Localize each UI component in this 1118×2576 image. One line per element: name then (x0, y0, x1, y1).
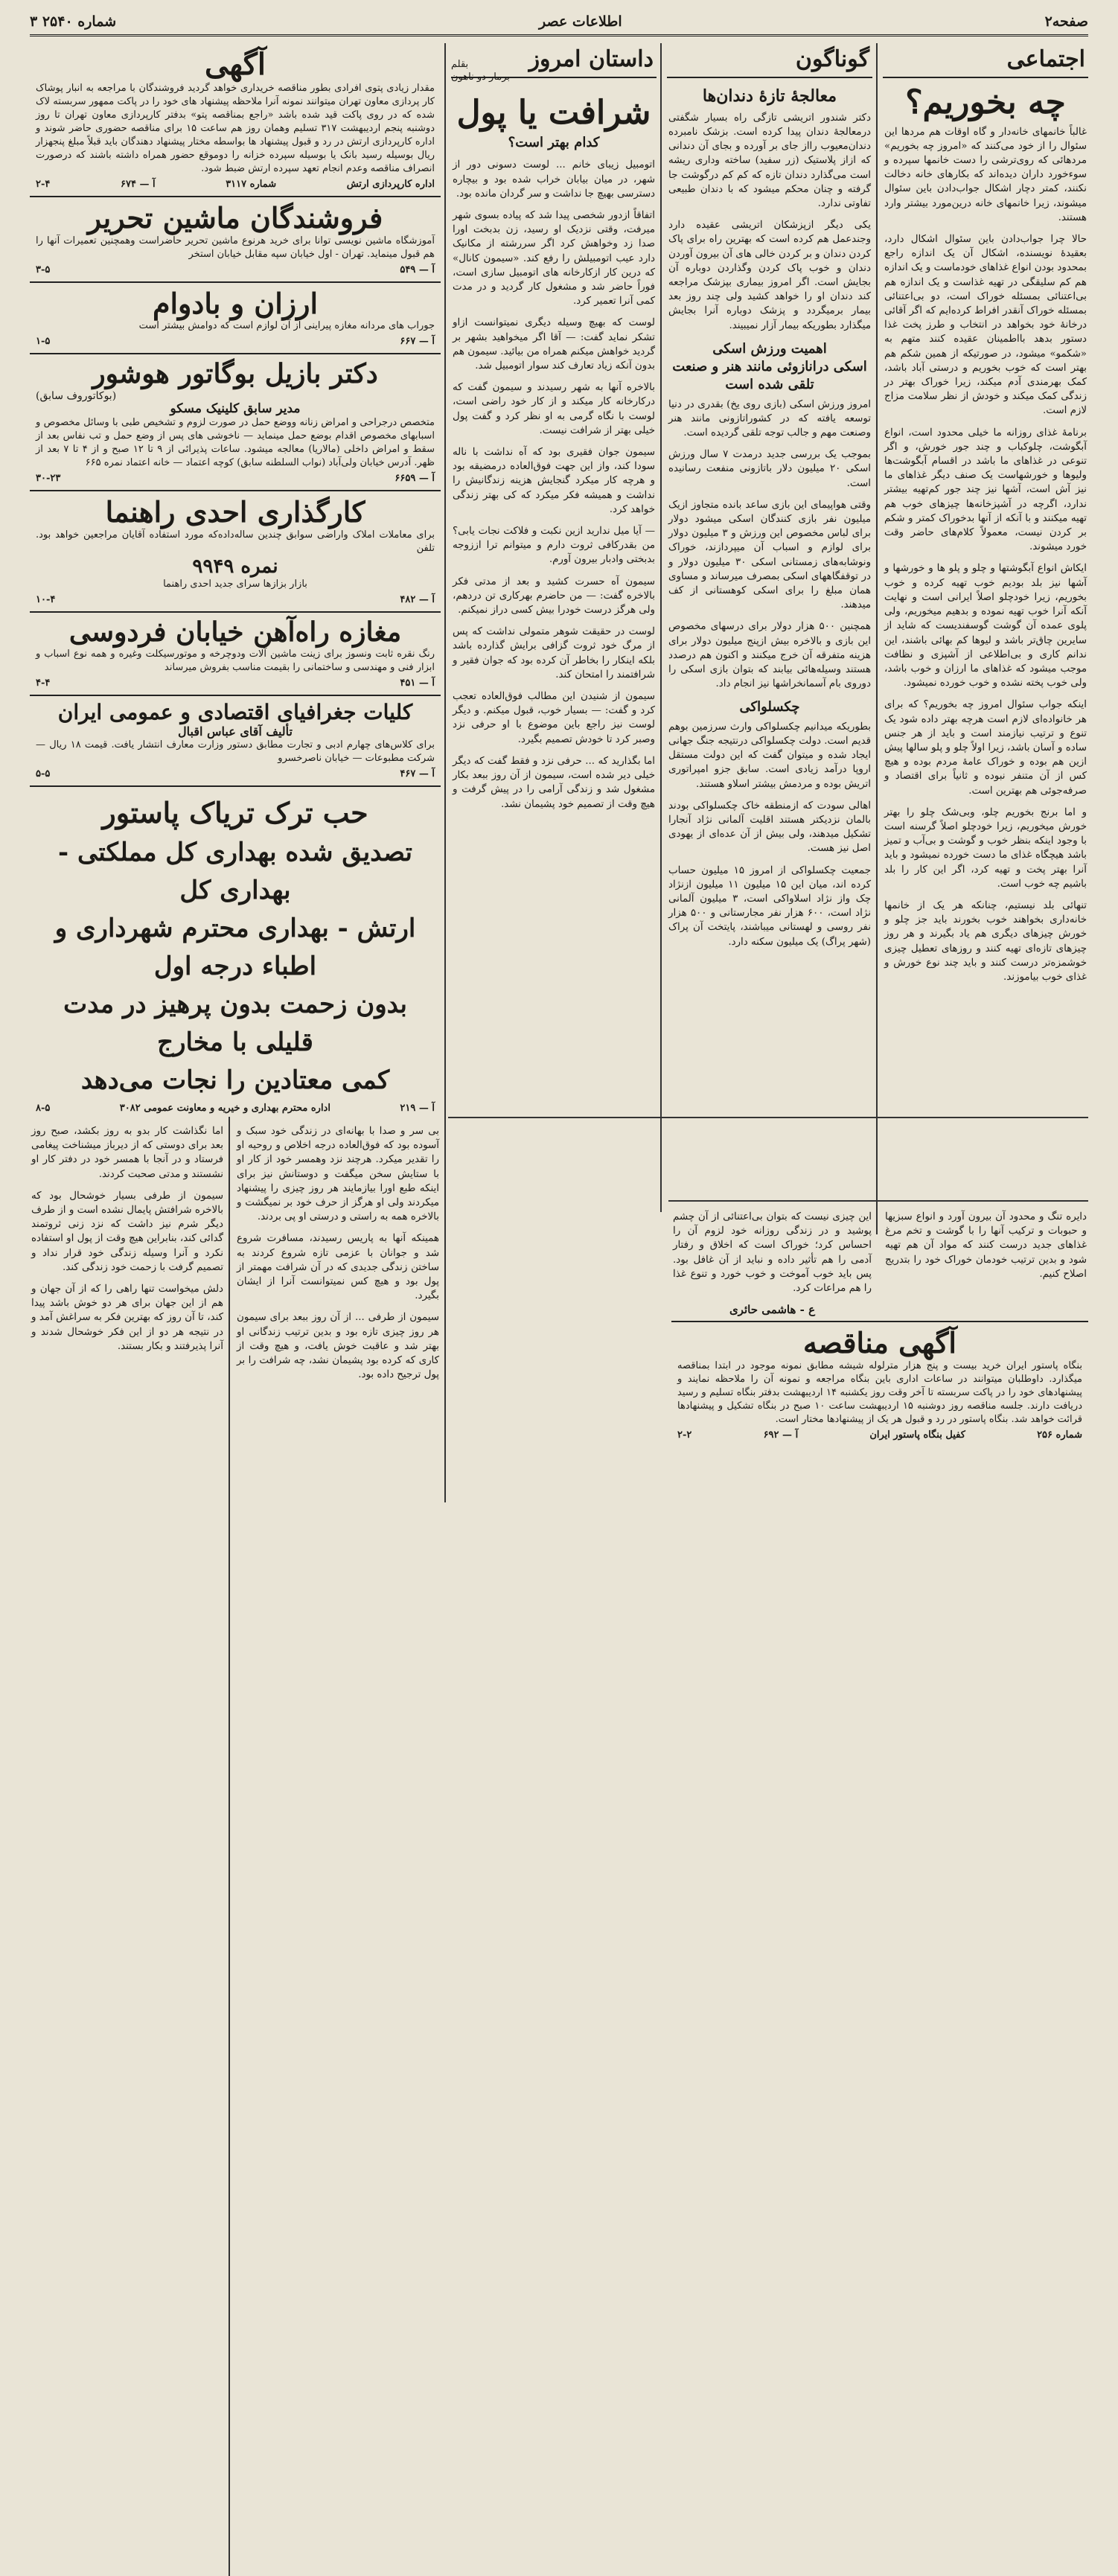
ad-agency (30, 491, 441, 613)
ad-run: ۵-۵ (36, 768, 51, 780)
ad-line: بدون زحمت بدون پرهیز در مدت قلیلی با مخارج (63, 989, 407, 1057)
ad-sign: کفیل بنگاه پاستور ایران (869, 1429, 965, 1441)
ad-run: ۱-۵ (36, 336, 51, 348)
ad-code: آ — ۴۶۷ (400, 768, 435, 780)
ad-text: بازار بزازها سرای جدید احدی راهنما (163, 578, 307, 590)
misc-paragraph: وقتی هواپیمای این بازی ساعد بانده متجاوز ازیک میلیون نفر بازی کنندگان اسکی میشود دولار برای لباس مخصوص این ورزش و ۳ میلیون دولار برای لوازم و اسباب آن میپردازند، خوراک ونوشابه‌های زمستانی اسکی ۳۰ میلیون دولار و در توقفگاههای اسکی بمصرف میرساند و مساوی همان مبلغ را برای اسکی کوهستانی از کف میدهند. (668, 499, 872, 611)
column-rule (660, 43, 662, 1212)
ad-footer (36, 1103, 435, 1114)
lower-right-block (671, 1210, 1088, 1504)
story-paragraph: اما نگذاشت کار بدو به روز بکشد، صبح روز بعد برای دوستی که از دیرباز میشناخت پیغامی فرستاد و در آنجا با همسر خود در دفتر کار او نشستند و مدتی صحبت کردند. (31, 1126, 223, 1180)
story-paragraph: سیمون از طرفی بسیار خوشحال بود که بالاخره شرافتش پایمال نشده است و از طرف دیگر شرم نیز داشت که نزد زنی ثروتمند گدائی کند، بنابراین هیچ وقت از پول او استفاده نکرد و آنرا وسیله زندگی خود قرار نداد و تصمیم گرفت با زحمت خود زندگی کند. (31, 1190, 223, 1273)
misc-paragraph: بطوریکه میدانیم چکسلواکی وارث سرزمین بوهم قدیم است. دولت چکسلواکی درنتیجه جنگ جهانی ایجاد شده و میتوان گفت که این دولت مستقل اروپا درآمد زیادی است. سابق جزو امپراتوری اتریش بوده و مردمش بیشتر اسلاو هستند. (668, 721, 871, 790)
misc-paragraph: امروز ورزش اسکی (بازی روی یخ) بقدری در دنیا توسعه یافته که در کشوراتازونی مانند هنر وصنعت مهم و جالب توجه تلقی گردیده است. (668, 398, 871, 439)
ad-line: حب ترک تریاک پاستور (102, 795, 368, 829)
misc-paragraph: یکی دیگر ازپزشکان اتریشی عقیده دارد وجندعمل هم کرده است که بهترین راه برای پاک کردن دندان و بر کردن خالی های آن بیرون آوردن دندان و خوب پاک کردن وگذاردن دوباره آن بجایش است. اگر امروز بیماری بپزشک مراجعه کند دندان او را خواهد کشید ولی چند روز بعد بیمار برمیگردد و پزشک دوباره آنرا بجایش میگذارد بطوریکه بیمار آزار نمیبیند. (668, 220, 871, 331)
story-headline: شرافت یا پول (456, 93, 651, 132)
ad-code: آ — ۵۴۹ (400, 264, 435, 275)
ad-run: ۸-۵ (36, 1102, 51, 1114)
story-paragraph: سیمون آه حسرت کشید و بعد از مدتی فکر بالاخره گفت: — من حاضرم بهرکاری تن دردهم، ولی هرگز درست خودرا بیش کسی دراز نمیکنم. (453, 576, 655, 616)
story-paragraph: سیمون از شنیدن این مطالب فوق‌العاده تعجب کرد و گفت: — بسیار خوب، قبول میکنم. و دیگر لوست نیز راجع باین موضوع با او حرفی نزد وصبر کرد تا خودش تصمیم بگیرد. (453, 691, 655, 745)
story-paragraph: اتومبیل زیبای خانم ... لوست دسونی دور از شهر، در میان بیابان خراب شده بود و بیچاره دسترسی بهیچ جا نداشت و سر گردان مانده بود. (453, 159, 655, 200)
paper-title: اطلاعات عصر (539, 13, 622, 30)
story-paragraph: لوست در حقیقت شوهر متمولی نداشت که پس از مرگ خود ثروت گزافی برایش گذارده باشد بلکه اینکار را بخاطر آن کرده بود که جوان فقیر و شرافتمند را امتحان کند. (453, 626, 655, 680)
ad-footer (36, 678, 435, 689)
ad-run: ۲-۴ (36, 179, 51, 190)
ad-text: رنگ نقره ثابت ونسوز برای زینت ماشین آلات ودوچرخه و موتورسیکلت وغیره و همه نوع اسباب و ابزار فنی و مهندسی و ساختمانی را بقیمت مناسب بفروش میرساند (36, 648, 435, 674)
ad-text: برای معاملات املاک واراضی سوابق چندین ساله‌داده‌که مورد استفاده آقایان مراجعین خواهد بود. تلفن (36, 529, 435, 554)
misc-paragraph: بموجب یک بررسی جدید درمدت ۷ سال ورزش اسکی ۲۰ میلیون دلار باتازونی منفعت رسانیده است. (668, 449, 871, 489)
social-paragraph: برنامهٔ غذای روزانه ما خیلی محدود است، انواع آبگوشت، چلوکباب و چند جور خورش، و اگر تنوعی در غذاهای ما باشد در اقسام آبگوشت‌ها ولیوها و خورشهاست یک صنف دیگر غذاهای ما نیز آش است، آشها نیز چند جور کم‌تهیه بیشتر ندارد، اگرچه در آشپزخانه‌ها چیزهای خوب هم تهیه میکنند و با آنکه از آنها بدخوراک کمتر و شکم بر کردن نیست، معمولاً کلام‌های حاضر وقت خورد میشوند. (884, 427, 1087, 553)
social-paragraph: و اما برنج بخوریم چلو، وبی‌شک چلو را بهتر خورش میخوریم، زیرا خودچلو اصلاً گرسنه است با وجود اینکه بنظر خوب و گوشت و بی‌آب و تمیز باشد هیچگاه غذای ما دست خورده نمیشود و باید آنرا بهتر پخت و تهیه کرد، اگر این کار را بلد باشیم چه خوب است. (884, 806, 1087, 890)
ad-text: بنگاه پاستور ایران خرید بیست و پنج هزار مترلوله شیشه مطابق نمونه موجود در ابتدا بمناقصه میگذارد. داوطلبان میتوانند در ساعات اداری باین بنگاه مراجعه و نمونه آن را ملاحظه نمایند و پیشنهادهای خود را در پاکت سربسته تا آخر وقت روز یکشنبه ۱۴ اردیبهشت بدفتر بنگاه تسلیم و رسید دریافت دارند. جلسه مناقصه روز دوشنبه ۱۵ اردیبهشت ساعت ۱۰ صبح در بنگاه تشکیل و پیشنهادها قرائت خواهد شد. بنگاه پاستور در رد و قبول هر یک از پیشنهادها مختار است. (677, 1359, 1083, 1425)
social-paragraph: تنهائی بلد نیستیم، چنانکه هر یک از خانمها خانه‌داری بخواهند خوب بخورند باید جز چلو و خورش چیزهای دیگری هم یاد بگیرند و هر روز چیزهای تازه‌ای تهیه کنند و روزهای تعطیل چیزی خوشمزه‌تر درست کنند و باید چند نوع خورش و غذای خوب بیاموزند. (884, 899, 1087, 983)
ad-phone-number: نمره ۹۹۴۹ (192, 555, 278, 578)
ski-subhead: اهمیت ورزش اسکی اسکی درانازوئی مانند هنر و صنعت تلقی شده است (672, 340, 867, 393)
story-paragraph: دلش میخواست تنها راهی را که از آن جهان و هم از این جهان برای هر دو خوش باشد پیدا کند، تا آن روز که بهترین فکر به سراغش آمد و در نتیجه هر دو از این فکر خوشحال شدند و آنرا پذیرفتند و بکار بستند. (31, 1284, 223, 1352)
masthead (30, 9, 1088, 36)
ad-subtitle: مدیر سابق کلینیک مسکو (170, 401, 301, 416)
social-paragraph: غالباً خانمهای خانه‌دار و گاه اوقات هم مردها این سئوال را از خود می‌کنند که «امروز چه بخوریم» مردهائی که روی‌ترشی را دست خانمها سپرده و سوء‌خورد داران دیده‌اند که بکارهای خانه دخالت نکنند، کمتر دچار اشکال جواب‌دادن باین سئوال میشوند، زیرا خانمهای خانه درین‌مورد بیشتر وارد هستند. (884, 126, 1087, 223)
ad-line: ارتش - بهداری محترم شهرداری و اطباء درجه اول (54, 913, 416, 981)
ad-title: فروشندگان ماشین تحریر (87, 201, 383, 235)
ad-title: ارزان و بادوام (152, 286, 319, 320)
ad-text: آموزشگاه ماشین نویسی توانا برای خرید هرنوع ماشین تحریر حاضراست وهمچنین تعمیرات آنها را هم قبول مینماید. تهران - اول خیابان سپه مقابل خیابان استخر (36, 235, 435, 260)
section-label-social: اجتماعی (883, 43, 1088, 78)
misc-paragraph: دکتر شندور اتریشی تازگی راه بسیار شگفتی درمعالجهٔ دندان پیدا کرده است. بزشک نامبرده دندان‌معیوب رااز جای بر آورده و بجای آن دندانی که ازاز پلاستیک (زر سفید) ساخته وداری ریشه است می‌گذارد دندان تازه که کم کم درگوشت جا گرفته و چنان محکم میشود که با دندان طبیعی تفاوتی ندارد. (668, 112, 871, 209)
ad-text: جوراب های مردانه مغازه پیراینی از آن لوازم است که دوامش بیشتر است (138, 320, 435, 332)
ad-paren: (بوکاتوروف سابق) (36, 389, 117, 402)
ad-code: آ — ۴۸۲ (400, 594, 435, 605)
ad-line: کمی معتادین را نجات می‌دهد (80, 1065, 390, 1095)
section-label-misc: گوناگون (667, 43, 872, 78)
column-rule (444, 43, 446, 1502)
lower-right-columns (671, 1210, 1088, 1316)
ad-code: آ — ۶۶۷ (400, 336, 435, 348)
ad-run: ۴-۴ (36, 678, 51, 689)
ad-run: ۳-۵ (36, 264, 51, 275)
social-paragraph: اینکه جواب سئوال امروز چه بخوریم؟ که برای هر خانواده‌ای لازم است هرچه بهتر داده شود یک تنوع و ترتیب نیازمند است و باید از هر جنس ساده و آسان باشد، زیرا اولاً چلو و پلو سالها پیش ازین هم بوده و خوراک عامهٔ مردم بوده و هیچ کس از آن متنفر نبوده و ثانیاً برای اقتصاد و صرفه‌جوئی هم بهترین است. (884, 699, 1087, 797)
ad-footer (36, 768, 435, 780)
ad-railway-shop (30, 613, 441, 696)
ad-tender (671, 1321, 1088, 1447)
social-paragraph: حالا چرا جواب‌دادن باین سئوال اشکال دارد، بعقیدهٔ نویسنده، اشکال آن یک اندازه راجع بمحدود بودن انواع غذاهای خودماست و یک اندازه هم کم سلیقگی در تهیه غذاست و یک اندازه هم بی‌اعتنائی بمسئله خوراک است، دو بی‌اعتنائی بمسئله خوراک آنقدر افراط کرده‌ایم که اگر آقائی درخانهٔ خود بخواهد در انتخاب و طرز پخت غذا دستور بدهد بااطمینان عقیده کنند متهم به «شکمو» میشود، در صورتیکه از همین شکم هم بهتر است که خوب بخوریم و درستی آباد باشد، کمک بهرمندی آدم میکند، زیرا خوراک بهتر در زندگی کمک میکند و خودش از نظر سلامت مزاج لازم است. (884, 234, 1087, 417)
story-byline: بقلم برمار دو ناهون (451, 59, 511, 83)
story-continuation-1 (235, 1124, 441, 1504)
column-rule (229, 1117, 230, 2576)
ad-reference: شماره ۳۱۱۷ (226, 179, 277, 190)
social-paragraph: ایکاش انواع آبگوشتها و چلو و پلو ها و خورشها و آشها نیز بلد بودیم خوب تهیه کرده و خوب بخوریم، زیرا خودچلو اصلاً ایرانی است و نهایت آنکه آنرا خوب تهیه نموده و بدهیم میخوریم، ولی پلوی عمده آن گوشت گوسفندیست که شاید از سایرین چاق‌تر باشد و لیوها کم بهائی باشند، این ندانم کاری و بی‌اطلاعی از آشپزی و نظافت موجب میشود که غذاهای ما ارزان و خوب باشد، ولی خوب پخته نشده و خوب خورده نمیشود. (884, 563, 1087, 689)
story-continuation-2 (30, 1124, 225, 1504)
ad-code: آ — ۶۷۴ (120, 179, 156, 190)
story-paragraph: سیمون از طرفی ... از آن روز ببعد برای سیمون هر روز چیزی تازه بود و بدین ترتیب زندگانی او بهتر شد و عاقبت خوش یافت، و هیچ وقت از کاری که کرده بود پشیمان نشد، چه شرافت را بر پول ترجیح داده بود. (237, 1312, 439, 1381)
story-paragraph: بالاخره آنها به شهر رسیدند و سیمون گفت که درکارخانه کار میکند و از کار خود راضی است، لوست با نگاه گرمی به او نظر کرد و گفت پول خیلی بهتر از شرافت نیست. (453, 382, 655, 436)
ad-code: آ — ۴۵۱ (400, 678, 435, 689)
czech-subhead: چکسلواکی (739, 699, 800, 715)
ad-footer (677, 1429, 1082, 1441)
ad-code: آ — ۶۹۲ (763, 1429, 799, 1441)
section-label-story: داستان امروز (451, 43, 657, 78)
ad-run: ۳۰-۲۳ (36, 473, 61, 485)
ad-title: آگهی مناقصه (803, 1326, 956, 1360)
ad-army-blankets (30, 43, 441, 197)
column-rule (876, 43, 878, 1234)
ad-author: تألیف آقای عباس اقبال (178, 724, 293, 739)
ad-footer (36, 179, 435, 190)
social-headline: چه بخوریم؟ (905, 83, 1066, 121)
ad-footer (36, 264, 435, 275)
misc-paragraph: اهالی سودت که ازمنطقه خاک چکسلواکی بودند بالمان نزدیکتر هستند اقلیت آلمانی نژاد آنجارا تشکیل میدهند، ولی بیش از آن عده‌ای از یهودی اصل نیز هست. (668, 800, 871, 855)
ad-footer (36, 473, 435, 484)
misc-paragraph: همچنین ۵۰۰ هزار دولار برای درسهای مخصوص این بازی و بالاخره بیش ازپنج میلیون دولار برای هزینه متفرقه آن خرج میکنند و اکنون هم درصدد هستند وسیله‌هائی بیابند که بتوان بازی اسکی را دوروی بام آسمانخراشها نیز انجام داد. (668, 621, 871, 690)
ad-doctor (30, 354, 441, 491)
ad-cheap-durable (30, 283, 441, 355)
ads-column (30, 43, 441, 1152)
page-number: صفحه۲ (1044, 13, 1088, 30)
ad-title: کارگذاری احدی راهنما (105, 495, 365, 529)
ad-footer (36, 594, 435, 605)
ad-code: آ — ۲۱۹ (400, 1102, 435, 1114)
misc-paragraph: دایره تنگ و محدود آن بیرون آورد و انواع سبزیها و حبوبات و ترکیب آنها را با گوشت و تخم مرغ غذاهای جدید درست کنند که مواد آن هم تهیه شود و بدین ترتیب خودمان خوراک خود را بتدریج اصلاح کنیم. (885, 1211, 1087, 1280)
misc-continuation (671, 1210, 873, 1316)
ad-footer (36, 336, 435, 347)
ad-text: برای کلاس‌های چهارم ادبی و تجارت مطابق دستور وزارت معارف انتشار یافت. قیمت ۱۸ ریال — شرکت مطبوعات — خیابان ناصرخسرو (36, 739, 435, 764)
ad-run: ۲-۲ (677, 1429, 692, 1441)
social-column (883, 43, 1088, 1205)
story-subtitle: کدام بهتر است؟ (508, 135, 600, 151)
ad-line: تصدیق شده بهداری کل مملکتی - بهداری کل (58, 837, 412, 905)
misc-headline: معالجهٔ تازهٔ دندان‌ها (702, 86, 837, 106)
ad-geography-book (30, 696, 441, 787)
ad-sign: اداره محترم بهداری و خیریه و معاونت عمومی ۳۰۸۲ (119, 1102, 330, 1114)
misc-paragraph: این چیزی نیست که بتوان بی‌اعتنائی از آن چشم پوشید و در زندگی روزانه خود لزوم آن را احساس کرد؛ خوراک است که اخلاق و رفتار آدمی را هم تأثیر داده و نباید از آن غافل بود. پس باید خوب آموخت و خوب خورد و تنوع غذا را هم مراعات کرد. (673, 1211, 872, 1295)
ad-title: آگهی (205, 47, 266, 82)
story-paragraph: سیمون جوان فقیری بود که آه نداشت با ناله سودا کند، واز این جهت فوق‌العاده درمضیقه بود و هرچه کار میکرد گنجایش هزینه زندگانیش را نداشت و همیشه فکر میکرد که کی بهتر زندگی خواهد کرد. (453, 447, 655, 515)
ad-title: دکتر بازیل بوگاتور هوشور (92, 358, 378, 390)
ad-typewriter (30, 197, 441, 283)
story-paragraph: همینکه آنها به پاریس رسیدند، مسافرت شروع شد و جوانان با عزمی تازه شروع کردند به ساختن زندگی جدیدی که در آن شرافت مهمتر از پول بود و هیچ کس نمیتوانست آنرا از ایشان بگیرد. (237, 1233, 439, 1302)
ad-run: ۱۰-۴ (36, 594, 56, 605)
ad-text: متخصص درجراحی و امراض زنانه ووضع حمل در صورت لزوم و تشخیص طبی با وسائل مخصوص و اسبابهای مخصوص اقدام بوضع حمل مینماید — ناخوشی های پس از وضع حمل و تب نفاس بعد از سقط و امراض داخلی (مالاریا) معالجه میشود. ساعات پذیرائی از ۹ تا ۱۲ صبح و از ۴ تا ۷ بعد از ظهر. آدرس خیابان ولی‌آباد (نواب السلطنه سابق) کوچه اعتماد — خانه اعتماد نمره ۶۶۵ (36, 417, 435, 469)
story-paragraph: بی سر و صدا با بهانه‌ای در زندگی خود سبک و آسوده بود که فوق‌العاده درجه اخلاص و روحیه او را تقدیر میکرد. هرچند نزد وهمسر خود از کار او با ستایش سخن میگفت و دوستانش نیز برای اینکه طبع اورا بیازمایند هر روز چیزی را پیشنهاد میکردند ولی او هرگز از حرف خود بر نمیگشت و بالاخره همه به راستی و درستی او پی بردند. (237, 1126, 439, 1223)
story-column (451, 43, 657, 1502)
ad-text: مقدار زیادی پتوی افرادی بطور مناقصه خریداری خواهد گردید فروشندگان با مراجعه به انبار پوشاک کار پردازی معاون تهران میتوانند نمونه آنرا ملاحظه پیشنهاد های خود را در پاکت ممهور سربسته لاک شده که در روی پاکت قید شده باشد «راجع بمناقصه پتو» بدفتر کارپردازی معاون تهران تا روز دوشنبه پنجم اردیبهشت ۳۱۷ تسلیم وهمان روز هم ساعت ۱۵ برای مناقصه حضوری حاضر شوند و اداره کارپردازی ارتش در رد و قبول پیشنهاد ها بواسطه مختار پیشنهاد دهندگان باید قبلاً مبلغ پنجهزار ریال بوسیله رسید بانک یا بوسیله سپرده خزانه را دوموقع حضور همراه داشته باشند که درصورت انصراف مناقصه وعدم انجام تعهد سپرده ارتش ضبط شود. (36, 83, 435, 174)
misc-column (667, 43, 872, 1205)
ad-reference: شماره ۲۵۶ (1037, 1429, 1082, 1441)
ad-opium-pills (30, 787, 441, 1120)
story-paragraph: — آیا میل ندارید ازین نکبت و فلاکت نجات یابی؟ من بقدرکافی ثروت دارم و میتوانم ترا اززوجه بدبختی وادبار بیرون آورم. (453, 526, 655, 566)
issue-number: شماره ۲۵۴۰ ۳ (30, 13, 117, 30)
story-paragraph: اتفاقاً ازدور شخصی پیدا شد که پیاده بسوی شهر میرفت، وقتی نزدیک او رسید، زن بدبخت اورا صدا زد وخواهش کرد اگر سررشته از مکانیک دارد عیب اتومبیلش را رفع کند. «سیمون کانال» که درین کار ازکارخانه های اتومبیل سازی است، فوراً حاضر شد و مشغول کار گردید و در مدت کمی آنرا تعمیر کرد. (453, 209, 655, 307)
ad-sign: اداره کارپردازی ارتش (346, 179, 435, 190)
ad-code: آ — ۶۶۵۹ (395, 473, 435, 485)
misc-paragraph: جمعیت چکسلواکی از امروز ۱۵ میلیون حساب کرده اند، میان این ۱۵ میلیون ۱۱ میلیون ازنژاد چک واز نژاد اسلاواکی است، ۳ میلیون آلمانی نژاد است، ۶۰۰ هزار نفر مجارستانی و ۵۰۰ هزار نفر روسی و لهستانی میباشند، پایتخت آن پراک (شهر پراگ) یک میلیون سکنه دارد. (668, 864, 871, 948)
story-paragraph: لوست که بهیچ وسیله دیگری نمیتوانست ازاو تشکر نماید گفت: — آقا اگر میخواهید بشهر بر گردید خواهش میکنم همراه من بیائید. سیمون هم بدون آنکه زیاد تعارف کند سوار اتومبیل شد. (453, 317, 655, 372)
ad-title: مغازه راه‌آهن خیابان فردوسی (68, 616, 402, 648)
article-signature: ع - هاشمی حائری (729, 1303, 816, 1317)
story-paragraph: اما بگذارید که ... حرفی نزد و فقط گفت که دیگر خیلی دیر شده است، سیمون از آن روز ببعد بکار مشغول شد و زندگی آرامی را در پیش گرفت و هیچ وقت از تصمیم خود پشیمان نشد. (453, 755, 655, 810)
ad-title: کلیات جغرافیای اقتصادی و عمومی ایران (57, 700, 413, 725)
